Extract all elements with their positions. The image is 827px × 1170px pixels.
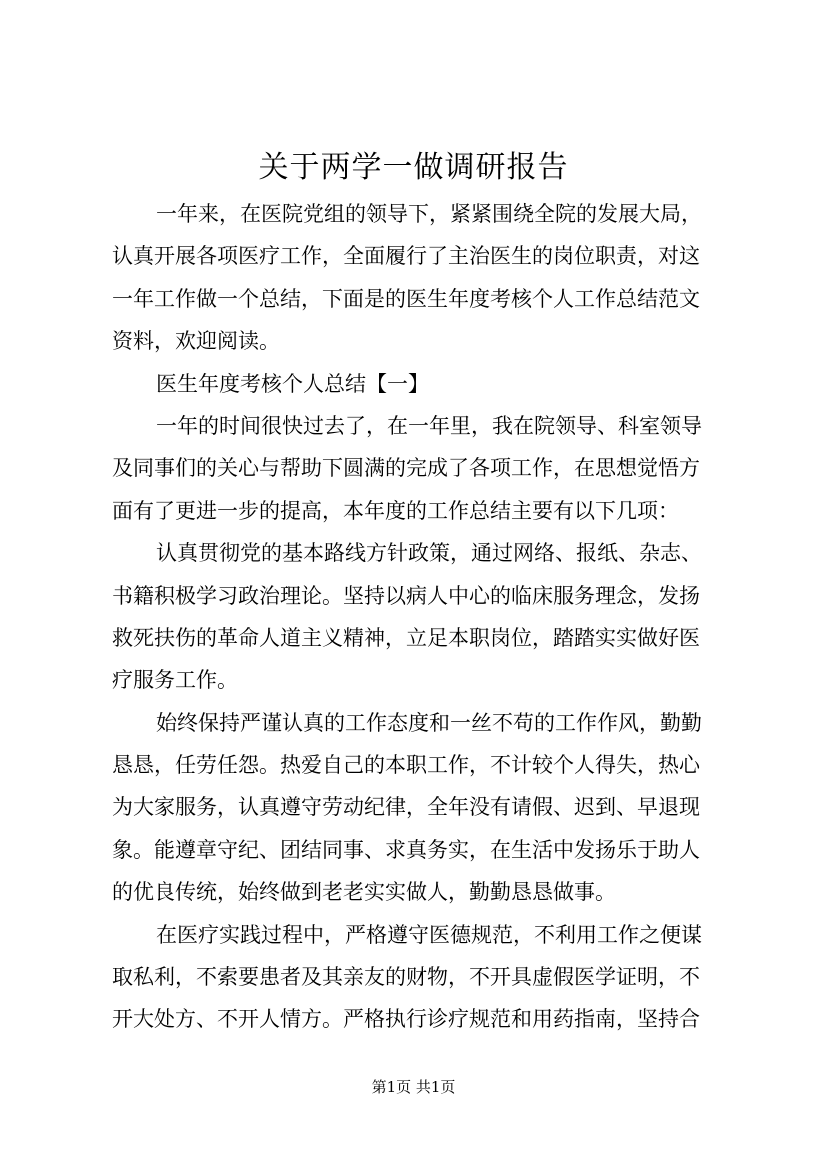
- document-text-line: 开大处方、不开人情方。严格执行诊疗规范和用药指南，坚持合: [112, 1007, 700, 1032]
- document-text-line: 资料，欢迎阅读。: [112, 329, 280, 354]
- document-text-line: 一年来，在医院党组的领导下，紧紧围绕全院的发展大局，: [156, 202, 702, 226]
- document-title: 关于两学一做调研报告: [258, 150, 569, 185]
- document-text-line: 的优良传统，始终做到老老实实做人，勤勤恳恳做事。: [112, 880, 616, 905]
- document-text-line: 书籍积极学习政治理论。坚持以病人中心的临床服务理念，发扬: [112, 583, 700, 608]
- document-text-line: 疗服务工作。: [112, 668, 238, 693]
- document-text-line: 救死扶伤的革命人道主义精神，立足本职岗位，踏踏实实做好医: [112, 625, 700, 650]
- document-text-line: 一年的时间很快过去了，在一年里，我在院领导、科室领导: [156, 413, 702, 438]
- document-text-line: 始终保持严谨认真的工作态度和一丝不苟的工作作风，勤勤: [156, 710, 702, 735]
- document-body: [112, 193, 720, 1041]
- document-text-line: 为大家服务，认真遵守劳动纪律，全年没有请假、迟到、早退现: [112, 795, 700, 820]
- document-text-line: 认真贯彻党的基本路线方针政策，通过网络、报纸、杂志、: [156, 541, 702, 566]
- document-text-line: 面有了更进一步的提高，本年度的工作总结主要有以下几项：: [112, 498, 679, 523]
- document-text-line: 一年工作做一个总结，下面是的医生年度考核个人工作总结范文: [112, 286, 700, 311]
- document-text-line: 象。能遵章守纪、团结同事、求真务实，在生活中发扬乐于助人: [112, 837, 700, 862]
- document-text-line: 恳恳，任劳任怨。热爱自己的本职工作，不计较个人得失，热心: [112, 753, 700, 778]
- document-text-line: 在医疗实践过程中，严格遵守医德规范，不利用工作之便谋: [156, 922, 702, 947]
- document-text-line: 认真开展各项医疗工作，全面履行了主治医生的岗位职责，对这: [112, 244, 700, 269]
- page-footer: 第1页 共1页: [371, 1078, 456, 1096]
- document-text-line: 医生年度考核个人总结【一】: [156, 371, 429, 396]
- document-text-line: 及同事们的关心与帮助下圆满的完成了各项工作，在思想觉悟方: [112, 456, 700, 481]
- document-text-line: 取私利，不索要患者及其亲友的财物，不开具虚假医学证明，不: [112, 965, 700, 990]
